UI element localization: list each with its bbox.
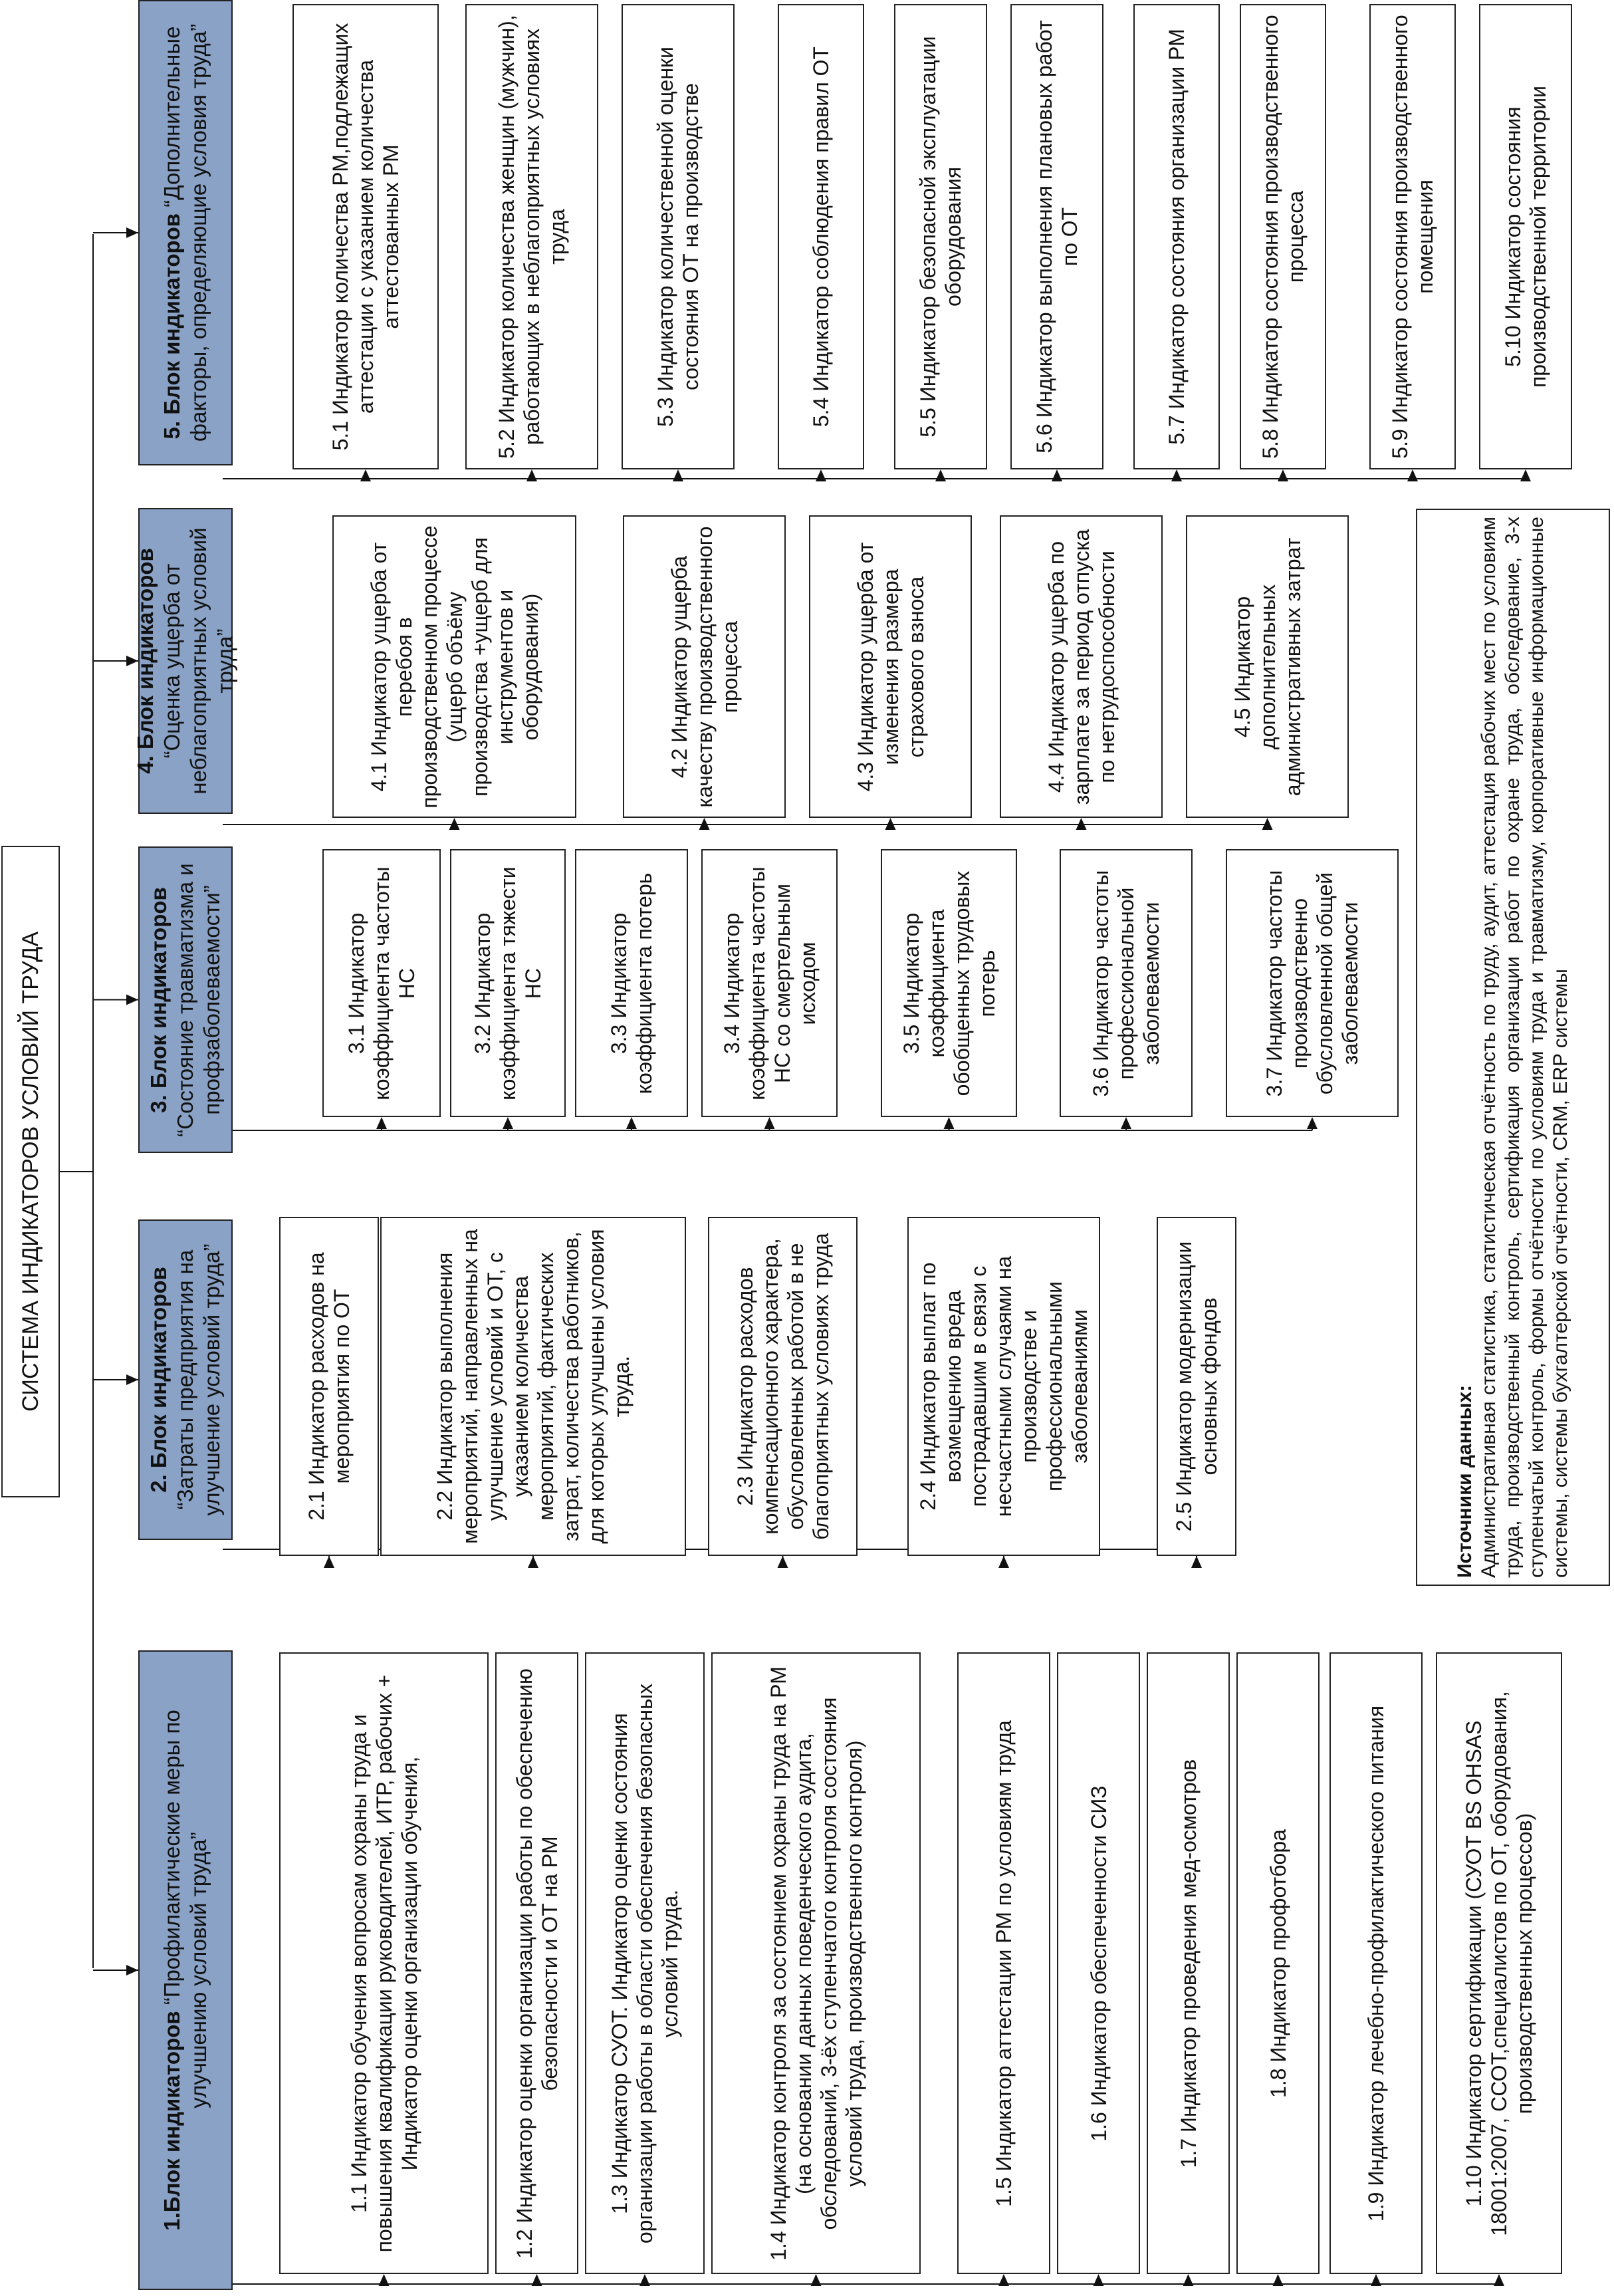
arrow-head bbox=[1407, 469, 1418, 481]
indicator-text: 5.1 Индикатор количества РМ,подлежащих аттестации с указанием количества аттестованных РМ bbox=[328, 23, 403, 451]
indicator-text: 1.9 Индикатор лечебно-профилактического питания bbox=[1364, 1705, 1388, 2222]
arrow-head bbox=[1371, 2274, 1381, 2286]
indicator-box-1-5 bbox=[957, 1652, 1050, 2274]
indicator-box-5-6 bbox=[1010, 4, 1103, 469]
indicator-box-5-10 bbox=[1479, 4, 1572, 469]
indicator-box-4-3 bbox=[809, 515, 972, 818]
indicator-text: 3.5 Индикатор коэффициента обобщенных трудовых потерь bbox=[899, 870, 999, 1096]
arrow-head bbox=[1273, 2274, 1284, 2286]
arrow-head bbox=[379, 2274, 390, 2286]
arrow-head bbox=[673, 469, 683, 481]
indicator-box-5-2 bbox=[465, 4, 598, 469]
block-3-header bbox=[138, 846, 233, 1153]
indicator-text: 4.3 Индикатор ущерба от изменения размера страхового взноса bbox=[853, 542, 928, 791]
indicator-box-2-2 bbox=[380, 1217, 686, 1556]
block-4-subtitle: “Оценка ущерба от неблагоприятных условий труда” bbox=[160, 527, 237, 795]
arrow-head bbox=[528, 1556, 538, 1568]
indicator-text: 5.9 Индикатор состояния производственного помещения bbox=[1388, 15, 1437, 459]
indicator-box-2-4 bbox=[907, 1217, 1100, 1556]
arrow-head bbox=[1052, 469, 1062, 481]
arrow-head bbox=[503, 1117, 513, 1129]
indicator-text: 2.5 Индикатор модернизации основных фондов bbox=[1172, 1241, 1221, 1532]
indicator-box-1-6 bbox=[1057, 1652, 1140, 2274]
indicator-text: 3.6 Индикатор частоты профессиональной заболеваемости bbox=[1089, 870, 1163, 1096]
block-1-header bbox=[138, 1650, 233, 2290]
arrow-head bbox=[1520, 469, 1531, 481]
indicator-box-1-10 bbox=[1436, 1652, 1562, 2274]
arrow-head bbox=[1183, 2274, 1194, 2286]
block-4-title: 4. Блок индикаторов bbox=[133, 548, 158, 774]
indicator-box-2-3 bbox=[708, 1217, 858, 1556]
indicator-text: 5.4 Индикатор соблюдения правил ОТ bbox=[809, 46, 833, 428]
indicator-text: 1.10 Индикатор сертификации (СУОТ BS OHSAS 18001:2007, ССОТ,специалистов по ОТ, оборудования, производственных процессов) bbox=[1462, 1690, 1536, 2236]
arrow-head bbox=[811, 2274, 822, 2286]
indicator-box-5-8 bbox=[1240, 4, 1326, 469]
block-1-title: 1.Блок индикаторов bbox=[160, 2011, 184, 2231]
indicator-text: 5.8 Индикатор состояния производственного процесса bbox=[1258, 15, 1308, 459]
indicator-box-1-7 bbox=[1147, 1652, 1230, 2274]
indicator-text: 2.2 Индикатор выполнения мероприятий, направленных на улучшение условий и ОТ, с указанием количества мероприятий, фактических затрат, количества работников, для которых улучшены условия труда. bbox=[433, 1229, 634, 1544]
block-2-header-text bbox=[146, 1229, 225, 1531]
arrow-head bbox=[1121, 1117, 1131, 1129]
indicator-text: 5.6 Индикатор выполнения плановых работ по ОТ bbox=[1032, 20, 1082, 453]
indicator-text: 4.4 Индикатор ущерба по зарплате за период отпуска по нетрудоспособности bbox=[1044, 529, 1119, 805]
block-5-title: 5. Блок индикаторов bbox=[160, 213, 184, 440]
arrow-head bbox=[1278, 469, 1288, 481]
indicator-box-3-6 bbox=[1060, 849, 1193, 1117]
arrow-head bbox=[526, 469, 537, 481]
block-4-header-text bbox=[132, 517, 239, 805]
block-3-subtitle: “Состояние травматизма и профзаболеваемости” bbox=[173, 862, 224, 1137]
indicator-box-5-9 bbox=[1369, 4, 1456, 469]
indicator-text: 1.7 Индикатор проведения мед-осмотров bbox=[1176, 1759, 1201, 2168]
indicator-text: 1.8 Индикатор профотбора bbox=[1266, 1829, 1290, 2098]
indicator-box-1-2 bbox=[495, 1652, 578, 2274]
sources-content bbox=[1453, 517, 1573, 1578]
arrow-head bbox=[1171, 469, 1182, 481]
arrow-head bbox=[1494, 2274, 1504, 2286]
block-5-subtitle: “Дополнительные факторы, определяющие условия труда” bbox=[160, 23, 211, 442]
indicator-text: 1.3 Индикатор СУОТ. Индикатор оценки состояния организации работы в области обеспечения безопасных условий труда. bbox=[608, 1683, 682, 2243]
block-2-header bbox=[138, 1219, 233, 1540]
arrow-head bbox=[126, 1374, 138, 1385]
indicator-text: 1.5 Индикатор аттестации РМ по условиям труда bbox=[992, 1720, 1016, 2207]
sources-text: Административная статистика, статистическая отчётность по труду, аудит, аттестация рабочих мест по условиям труда, производственный контроль, сертификация организации работ по охране труда, обследование, 3-х ступенчатый контроль, формы отчётности по условиям труда и травматизму, корпоративные информационные системы, системы бухгалтерской отчётности, CRM, ERP системы bbox=[1478, 517, 1571, 1578]
arrow-head bbox=[360, 469, 371, 481]
indicator-box-3-2 bbox=[450, 849, 566, 1117]
indicator-box-1-1 bbox=[279, 1652, 489, 2274]
arrow-head bbox=[324, 1556, 334, 1568]
indicator-box-5-4 bbox=[778, 4, 864, 469]
block-2-subtitle: “Затраты предприятия на улучшение условий труда” bbox=[173, 1243, 224, 1516]
indicator-text: 5.7 Индикатор состояния организации РМ bbox=[1165, 29, 1189, 445]
indicator-box-3-5 bbox=[881, 849, 1017, 1117]
block-5-header-text bbox=[159, 9, 212, 456]
arrow-head bbox=[532, 2274, 542, 2286]
diagram-title-box bbox=[1, 846, 60, 1497]
arrow-head bbox=[376, 1117, 387, 1129]
indicator-text: 5.3 Индикатор количественной оценки состояния ОТ на производстве bbox=[653, 47, 703, 427]
indicator-box-3-4 bbox=[701, 849, 838, 1117]
arrow-head bbox=[816, 469, 826, 481]
arrow-head bbox=[126, 1965, 138, 1976]
indicator-box-4-2 bbox=[623, 515, 786, 818]
indicator-text: 1.4 Индикатор контроля за состоянием охраны труда на РМ (на основании данных поведенческого аудита, обследований, 3-ёх ступенчатого контроля состояния условий труда, производственного контроля) bbox=[766, 1666, 866, 2261]
indicator-box-2-5 bbox=[1157, 1217, 1236, 1556]
indicator-box-3-1 bbox=[322, 849, 441, 1117]
indicator-box-5-5 bbox=[894, 4, 987, 469]
indicator-text: 2.1 Индикатор расходов на мероприятия по ОТ bbox=[304, 1252, 354, 1521]
arrow-head bbox=[998, 2274, 1009, 2286]
indicator-box-1-3 bbox=[585, 1652, 705, 2274]
block-3-title: 3. Блок индикаторов bbox=[146, 886, 171, 1113]
block-3-header-text bbox=[146, 856, 225, 1144]
indicator-text: 1.1 Индикатор обучения вопросам охраны труда и повышения квалификации руководителей, ИТР, рабочих + Индикатор оценки организации обучения, bbox=[346, 1674, 421, 2252]
indicator-text: 2.3 Индикатор расходов компенсационного характера, обусловленных работой в не благоприятных условиях труда bbox=[733, 1233, 833, 1540]
indicator-box-3-3 bbox=[575, 849, 688, 1117]
block-1-subtitle: “Профилактические меры по улучшению условий труда” bbox=[160, 1710, 211, 2108]
block-5-header bbox=[138, 0, 233, 465]
indicator-text: 1.6 Индикатор обеспеченности СИЗ bbox=[1086, 1785, 1111, 2142]
indicator-text: 5.2 Индикатор количества женщин (мужчин), работающих в неблагоприятных условиях труда bbox=[495, 15, 569, 459]
arrow-head bbox=[944, 1117, 955, 1129]
indicator-box-4-1 bbox=[332, 515, 576, 818]
indicator-text: 3.1 Индикатор коэффициента частоты НС bbox=[344, 866, 419, 1100]
arrow-head bbox=[1094, 2274, 1104, 2286]
arrow-head bbox=[639, 2274, 650, 2286]
indicator-text: 3.2 Индикатор коэффициента тяжести НС bbox=[471, 866, 545, 1100]
arrow-head bbox=[1307, 1117, 1318, 1129]
indicator-box-1-8 bbox=[1236, 1652, 1320, 2274]
indicator-text: 3.4 Индикатор коэффициента частоты НС со смертельным исходом bbox=[719, 866, 820, 1100]
indicator-box-4-4 bbox=[1000, 515, 1163, 818]
indicator-box-5-1 bbox=[292, 4, 439, 469]
indicator-box-3-7 bbox=[1226, 849, 1399, 1117]
indicator-box-1-9 bbox=[1329, 1652, 1423, 2274]
indicator-text: 4.1 Индикатор ущерба от перебоя в производственном процессе (ущерб объёму производства +ущерб для инструментов и оборудования) bbox=[366, 525, 542, 809]
arrow-head bbox=[998, 1556, 1009, 1568]
indicator-box-4-5 bbox=[1186, 515, 1349, 818]
arrow-head bbox=[126, 995, 138, 1005]
block-1-header-text bbox=[159, 1660, 212, 2281]
indicator-text: 5.5 Индикатор безопасной эксплуатации оборудования bbox=[916, 36, 965, 438]
indicator-box-1-4 bbox=[711, 1652, 921, 2274]
arrow-head bbox=[778, 1556, 788, 1568]
sources-heading: Источники данных: bbox=[1454, 1384, 1476, 1578]
arrow-head bbox=[935, 469, 946, 481]
indicator-text: 5.10 Индикатор состояния производственной территории bbox=[1501, 85, 1550, 388]
indicator-text: 2.4 Индикатор выплат по возмещению вреда пострадавшим в связи с несчастными случаями на производстве и профессиональными заболеваниями bbox=[916, 1255, 1092, 1517]
indicator-box-2-1 bbox=[279, 1217, 379, 1556]
sources-box bbox=[1416, 509, 1610, 1586]
indicator-text: 3.7 Индикатор частоты производственно обусловленной общей заболеваемости bbox=[1262, 870, 1362, 1096]
indicator-box-5-7 bbox=[1133, 4, 1220, 469]
indicator-box-5-3 bbox=[622, 4, 735, 469]
indicator-text: 1.2 Индикатор оценки организации работы по обеспечению безопасности и ОТ на РМ bbox=[512, 1668, 562, 2259]
indicator-text: 4.5 Индикатор дополнительных административных затрат bbox=[1230, 537, 1305, 796]
diagram-title: СИСТЕМА ИНДИКАТОРОВ УСЛОВИЙ ТРУДА bbox=[18, 931, 43, 1412]
arrow-head bbox=[626, 1117, 637, 1129]
arrow-head bbox=[126, 227, 138, 238]
block-2-title: 2. Блок индикаторов bbox=[146, 1267, 171, 1493]
indicator-text: 4.2 Индикатор ущерба качеству производственного процесса bbox=[667, 526, 742, 807]
arrow-head bbox=[1191, 1556, 1202, 1568]
block-4-header bbox=[133, 508, 237, 814]
indicator-text: 3.3 Индикатор коэффициента потерь bbox=[607, 872, 656, 1094]
arrow-head bbox=[764, 1117, 775, 1129]
